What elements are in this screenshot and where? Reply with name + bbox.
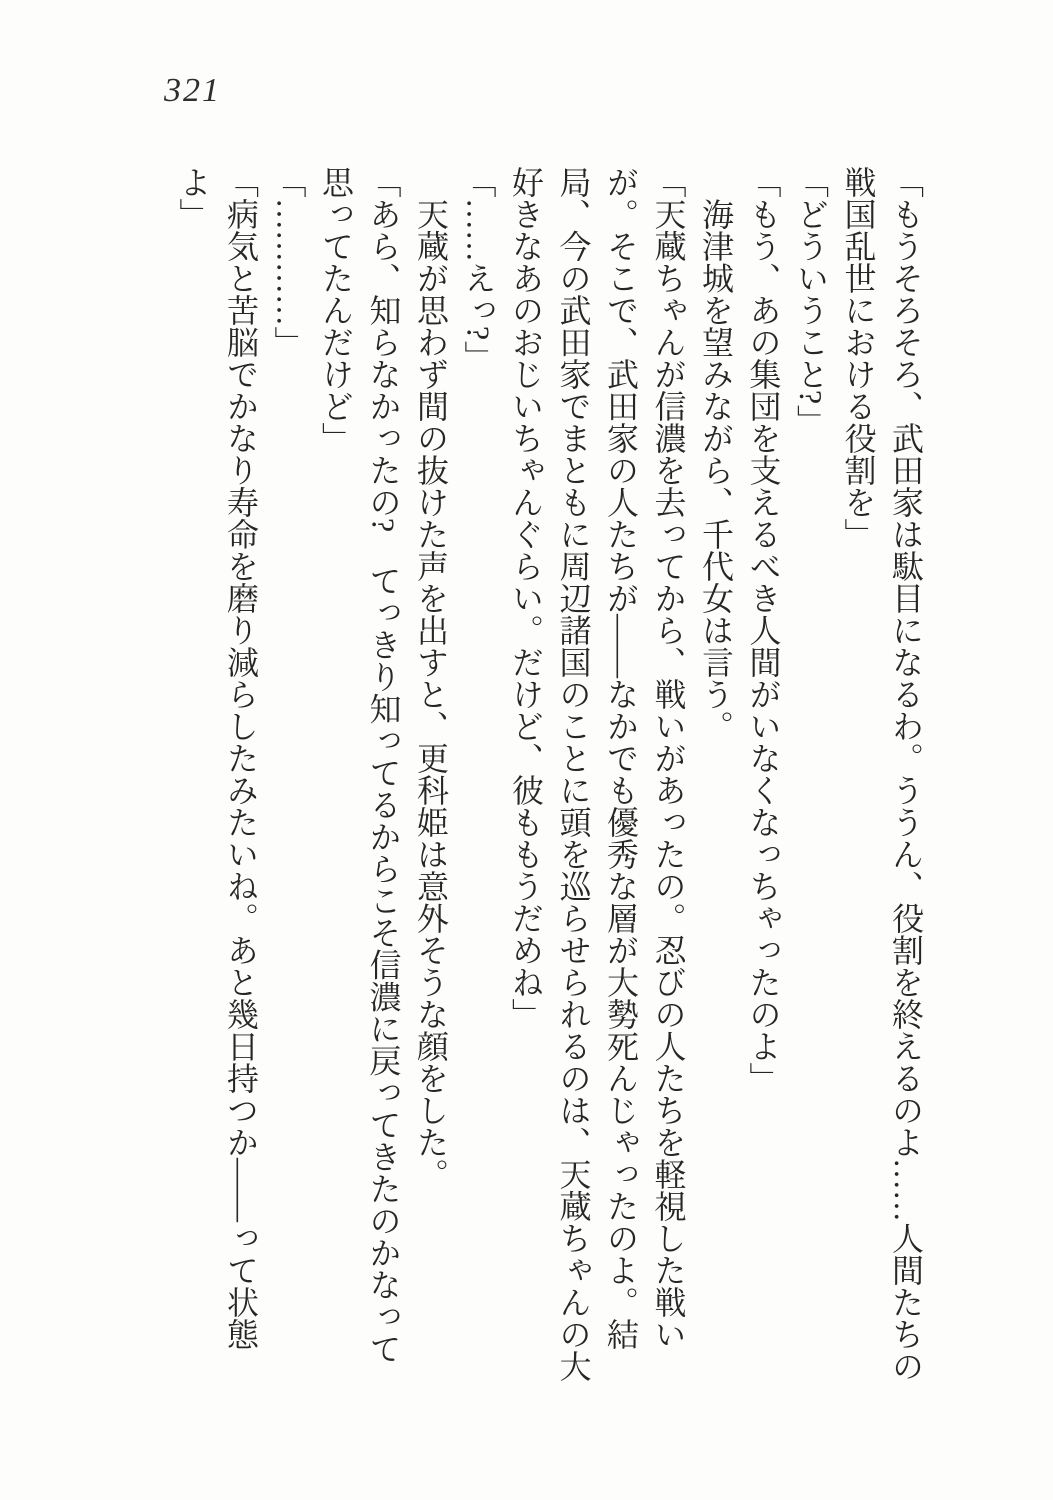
dialogue-paragraph: 「……えっ?」: [460, 166, 497, 373]
dialogue-paragraph: 「…………」: [270, 166, 307, 358]
dialogue-paragraph: 「あら、知らなかったの? てっきり知ってるからこそ信濃に戻ってきたのかなって思ってたんだけど」: [318, 166, 402, 1365]
page-number: 321: [164, 72, 221, 109]
dialogue-paragraph: 「病気と苦脳でかなり寿命を磨り減らしたみたいね。あと幾日持つか――って状態よ」: [175, 166, 259, 1350]
narration-paragraph: 海津城を望みながら、千代女は言う。: [698, 198, 734, 742]
narration-paragraph: 天蔵が思わず間の抜けた声を出すと、更科姫は意外そうな顔をした。: [413, 198, 449, 1190]
text-block: [169, 166, 929, 1382]
dialogue-paragraph: 「もうそろそろ、武田家は駄目になるわ。ううん、役割を終えるのよ……人間たちの戦国乱世における役割を」: [840, 166, 924, 1382]
dialogue-paragraph: 「天蔵ちゃんが信濃を去ってから、戦いがあったの。忍びの人たちを軽視した戦いが。そこで、武田家の人たちが――なかでも優秀な層が大勢死んじゃったのよ。結局、今の武田家でまともに周辺諸国のことに頭を巡らせられるのは、天蔵ちゃんの大好きなあのおじいちゃんぐらい。だけど、彼ももうだめね」: [508, 166, 687, 1382]
dialogue-paragraph: 「どういうこと?」: [793, 166, 829, 437]
dialogue-paragraph: 「もう、あの集団を支えるべき人間がいなくなっちゃったのよ」: [745, 166, 782, 1094]
